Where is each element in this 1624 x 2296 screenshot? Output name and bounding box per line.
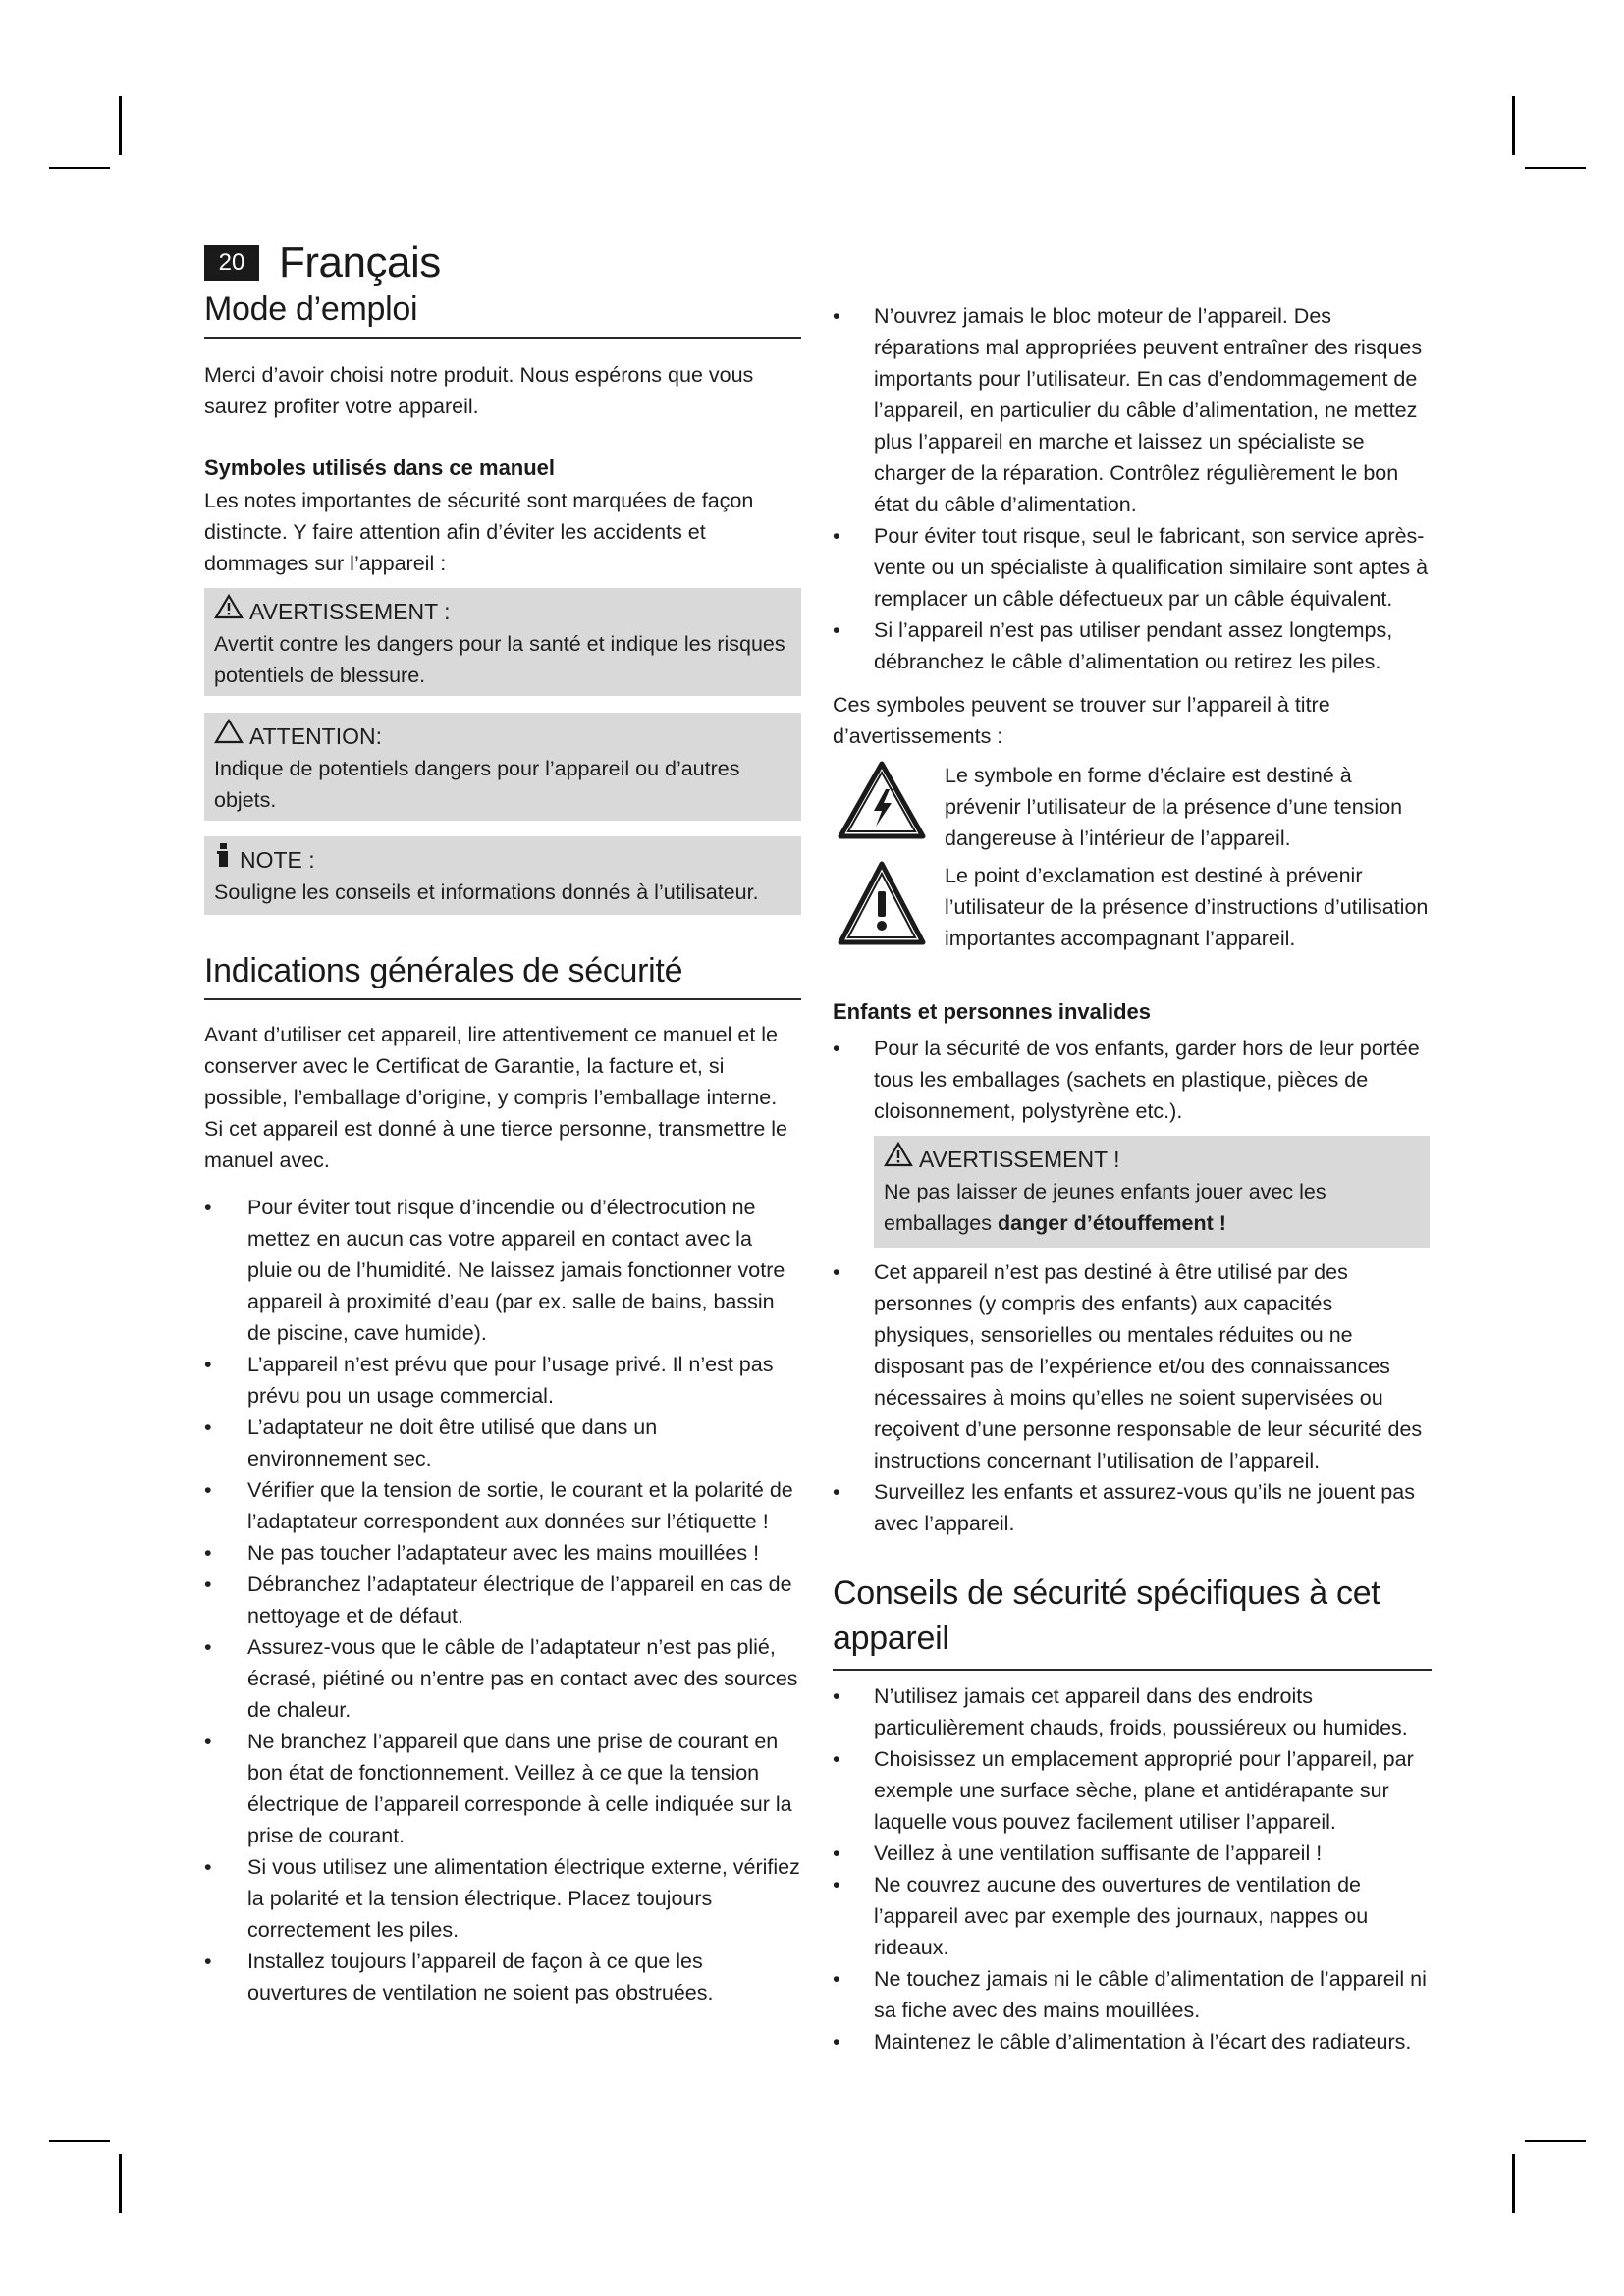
page-number: 20	[204, 245, 259, 281]
list-item: • Ne touchez jamais ni le câble d’alimentation de l’appareil ni sa fiche avec des mains mouillées.	[833, 1967, 1427, 2022]
language-title: Français	[279, 239, 441, 287]
warning-title: AVERTISSEMENT :	[249, 598, 451, 624]
lightning-symbol-row	[833, 760, 1432, 854]
warning-box	[204, 588, 801, 696]
crop-mark	[119, 2154, 122, 2213]
list-item: • N’utilisez jamais cet appareil dans des endroits particulièrement chauds, froids, poussiéreux ou humides.	[833, 1684, 1408, 1739]
children-list-1	[833, 1033, 1432, 1127]
crop-mark	[1525, 167, 1586, 169]
note-title: NOTE :	[240, 846, 315, 873]
section-title-indications: Indications générales de sécurité	[204, 952, 801, 1000]
list-item: • Vérifier que la tension de sortie, le courant et la polarité de l’adaptateur correspondent aux données sur l’étiquette !	[204, 1478, 793, 1533]
children-list-2	[833, 1256, 1432, 1539]
list-item: • Surveillez les enfants et assurez-vous qu’ils ne jouent pas avec l’appareil.	[833, 1480, 1415, 1535]
attention-text: Indique de potentiels dangers pour l’appareil ou d’autres objets.	[214, 757, 740, 812]
attention-box	[204, 713, 801, 821]
list-item: • Si vous utilisez une alimentation électrique externe, vérifiez la polarité et la tension électrique. Placez toujours correctement les piles.	[204, 1855, 800, 1942]
crop-mark	[49, 2140, 110, 2142]
list-item: • Cet appareil n’est pas destiné à être utilisé par des personnes (y compris des enfants) aux capacités physiques, sensorielles ou mentales réduites ou ne disposant pas de l’expérience et/ou des connaissances nécessaires à moins qu’elles ne soient supervisées ou reçoivent d’une personne responsable de leur sécurité des instructions concernant l’utilisation de l’appareil.	[833, 1260, 1423, 1472]
intro-text: Merci d’avoir choisi notre produit. Nous espérons que vous saurez profiter votre appareil.	[204, 363, 754, 418]
caution-triangle-icon	[214, 719, 244, 753]
children-warning-text: Ne pas laisser de jeunes enfants jouer avec les emballages	[884, 1180, 1326, 1235]
crop-mark	[49, 167, 110, 169]
right-top-list	[833, 300, 1432, 677]
list-item: • Veillez à une ventilation suffisante de l’appareil !	[833, 1842, 1323, 1865]
note-text: Souligne les conseils et informations donnés à l’utilisateur.	[214, 881, 759, 904]
page-header	[204, 236, 441, 291]
section-title-mode-emploi: Mode d’emploi	[204, 291, 801, 339]
list-item: • Maintenez le câble d’alimentation à l’écart des radiateurs.	[833, 2030, 1412, 2054]
children-warning-bold: danger d’étouffement !	[997, 1211, 1226, 1235]
note-box	[204, 836, 801, 915]
warning-triangle-icon	[214, 594, 244, 628]
list-item: • Pour éviter tout risque d’incendie ou d’électrocution ne mettez en aucun cas votre appareil en contact avec la pluie ou de l’humidité. Ne laissez jamais fonctionner votre appareil à proximité d’eau (par ex. salle de bains, bassin de piscine, cave humide).	[204, 1196, 785, 1345]
crop-mark	[119, 96, 122, 155]
section-title-conseils: Conseils de sécurité spécifiques à cet appareil	[833, 1571, 1432, 1671]
exclamation-text: Le point d’exclamation est destiné à prévenir l’utilisateur de la présence d’instructions d’utilisation importantes accompagnant l’appareil.	[945, 864, 1429, 950]
list-item: • Débranchez l’adaptateur électrique de l’appareil en cas de nettoyage et de défaut.	[204, 1573, 792, 1628]
lightning-text: Le symbole en forme d’éclaire est destiné à prévenir l’utilisateur de la présence d’une tension dangereuse à l’intérieur de l’appareil.	[945, 764, 1403, 850]
list-item: • L’appareil n’est prévu que pour l’usage privé. Il n’est pas prévu pou un usage commercial.	[204, 1353, 774, 1408]
children-heading: Enfants et personnes invalides	[833, 999, 1151, 1024]
list-item: • Choisissez un emplacement approprié pour l’appareil, par exemple une surface sèche, plane et antidérapante sur laquelle vous pouvez facilement utiliser l’appareil.	[833, 1747, 1414, 1834]
warning-triangle-icon	[884, 1142, 913, 1176]
indications-list	[204, 1192, 801, 2008]
children-warning-box	[874, 1136, 1430, 1248]
list-item: • Ne branchez l’appareil que dans une prise de courant en bon état de fonctionnement. Veillez à ce que la tension électrique de l’appareil corresponde à celle indiquée sur la prise de courant.	[204, 1730, 792, 1847]
crop-mark	[1512, 96, 1515, 155]
list-item: • N’ouvrez jamais le bloc moteur de l’appareil. Des réparations mal appropriées peuvent entraîner des risques importants pour l’utilisateur. En cas d’endommagement de l’appareil, en particulier du câble d’alimentation, ne mettez plus l’appareil en marche et laissez un spécialiste se charger de la réparation. Contrôlez régulièrement le bon état du câble d’alimentation.	[833, 304, 1423, 516]
conseils-list	[833, 1681, 1432, 2057]
symbols-text: Les notes importantes de sécurité sont marquées de façon distincte. Y faire attention afin d’éviter les accidents et dommages sur l’appareil :	[204, 489, 754, 575]
list-item: • Assurez-vous que le câble de l’adaptateur n’est pas plié, écrasé, piétiné ou n’entre pas en contact avec des sources de chaleur.	[204, 1635, 798, 1722]
warning-text: Avertit contre les dangers pour la santé et indique les risques potentiels de blessure.	[214, 632, 785, 687]
attention-title: ATTENTION:	[249, 722, 383, 749]
list-item: • Pour éviter tout risque, seul le fabricant, son service après-vente ou un spécialiste à qualification similaire sont aptes à remplacer un câble défectueux par un câble équivalent.	[833, 524, 1429, 611]
symbols-heading: Symboles utilisés dans ce manuel	[204, 455, 556, 480]
exclamation-symbol-row	[833, 860, 1432, 955]
crop-mark	[1512, 2154, 1515, 2213]
device-symbols-intro: Ces symboles peuvent se trouver sur l’appareil à titre d’avertissements :	[833, 693, 1330, 748]
crop-mark	[1525, 2140, 1586, 2142]
exclamation-warning-icon	[837, 860, 927, 955]
info-icon	[214, 842, 234, 877]
children-warning-title: AVERTISSEMENT !	[919, 1146, 1120, 1172]
list-item: • Ne couvrez aucune des ouvertures de ventilation de l’appareil avec par exemple des journaux, nappes ou rideaux.	[833, 1873, 1369, 1959]
lightning-warning-icon	[837, 760, 927, 845]
list-item: • Si l’appareil n’est pas utiliser pendant assez longtemps, débranchez le câble d’alimentation ou retirez les piles.	[833, 618, 1393, 673]
list-item: • Ne pas toucher l’adaptateur avec les mains mouillées !	[204, 1541, 760, 1565]
list-item: • Pour la sécurité de vos enfants, garder hors de leur portée tous les emballages (sachets en plastique, pièces de cloisonnement, polystyrène etc.).	[833, 1037, 1420, 1123]
indications-intro: Avant d’utiliser cet appareil, lire attentivement ce manuel et le conserver avec le Certificat de Garantie, la facture et, si possible, l’emballage d’origine, y compris l’emballage interne. Si cet appareil est donné à une tierce personne, transmettre le manuel avec.	[204, 1023, 787, 1172]
list-item: • Installez toujours l’appareil de façon à ce que les ouvertures de ventilation ne soient pas obstruées.	[204, 1949, 714, 2004]
list-item: • L’adaptateur ne doit être utilisé que dans un environnement sec.	[204, 1415, 658, 1470]
